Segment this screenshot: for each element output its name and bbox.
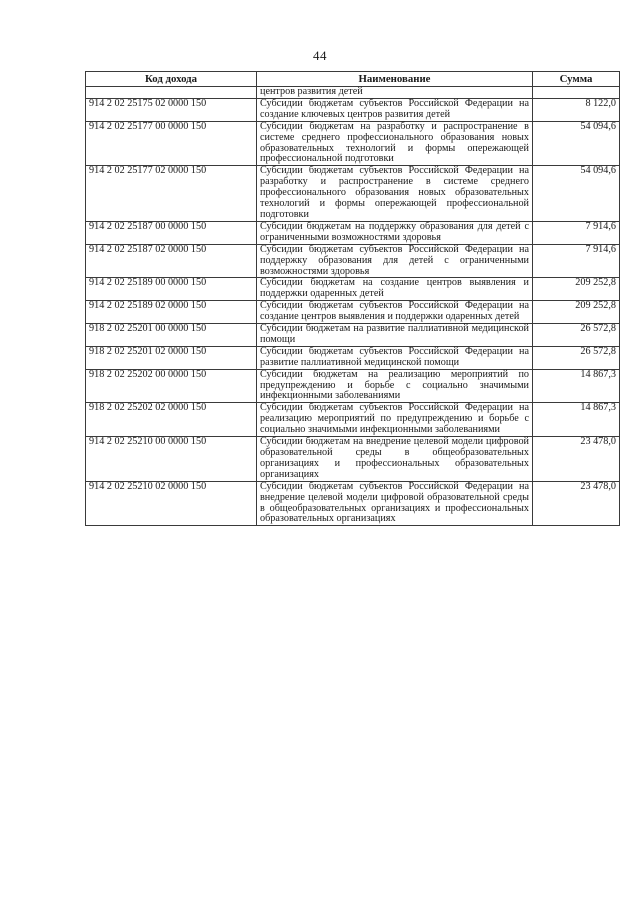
row-code: 914 2 02 25189 00 0000 150 [86,278,257,301]
row-name: Субсидии бюджетам на внедрение целевой модели цифровой образовательной среды в общеобразовательных организациях и профессиональных образовательных организациях [257,437,533,482]
row-sum: 26 572,8 [533,324,620,347]
row-name: Субсидии бюджетам на поддержку образования для детей с ограниченными возможностями здоровья [257,221,533,244]
row-code: 914 2 02 25187 02 0000 150 [86,244,257,278]
row-sum: 14 867,3 [533,369,620,403]
row-name: Субсидии бюджетам субъектов Российской Федерации на развитие паллиативной медицинской помощи [257,346,533,369]
row-code: 914 2 02 25177 00 0000 150 [86,121,257,166]
row-sum: 209 252,8 [533,301,620,324]
page-number: 44 [313,48,327,63]
row-sum: 209 252,8 [533,278,620,301]
row-name: Субсидии бюджетам на развитие паллиативной медицинской помощи [257,324,533,347]
row-sum: 7 914,6 [533,244,620,278]
row-name: центров развития детей [257,87,533,99]
row-sum: 23 478,0 [533,437,620,482]
row-code: 914 2 02 25177 02 0000 150 [86,166,257,222]
row-code: 914 2 02 25187 00 0000 150 [86,221,257,244]
revenue-table [85,71,620,526]
table-header-row [86,72,620,87]
row-name: Субсидии бюджетам субъектов Российской Федерации на реализацию мероприятий по предупреждению и борьбе с социально значимыми инфекционными заболеваниями [257,403,533,437]
row-name: Субсидии бюджетам субъектов Российской Федерации на поддержку образования для детей с ограниченными возможностями здоровья [257,244,533,278]
row-sum: 8 122,0 [533,98,620,121]
table-row [86,346,620,369]
row-sum: 23 478,0 [533,481,620,526]
row-sum: 54 094,6 [533,121,620,166]
table-row [86,221,620,244]
table-row [86,301,620,324]
table-row [86,166,620,222]
row-code: 914 2 02 25175 02 0000 150 [86,98,257,121]
row-name: Субсидии бюджетам субъектов Российской Федерации на создание ключевых центров развития детей [257,98,533,121]
row-sum: 14 867,3 [533,403,620,437]
row-sum [533,87,620,99]
row-code [86,87,257,99]
table-row [86,481,620,526]
header-sum: Сумма [533,72,620,87]
row-code: 918 2 02 25202 02 0000 150 [86,403,257,437]
table-row [86,324,620,347]
row-name: Субсидии бюджетам субъектов Российской Федерации на внедрение целевой модели цифровой образовательной среды в общеобразовательных организациях и профессиональных образовательных организациях [257,481,533,526]
table-row [86,98,620,121]
row-sum: 7 914,6 [533,221,620,244]
table-row [86,121,620,166]
row-code: 914 2 02 25210 00 0000 150 [86,437,257,482]
row-code: 914 2 02 25189 02 0000 150 [86,301,257,324]
table-row [86,403,620,437]
row-name: Субсидии бюджетам субъектов Российской Федерации на разработку и распространение в системе среднего профессионального образования новых образовательных технологий и формы опережающей профессиональной подготовки [257,166,533,222]
table-row [86,278,620,301]
table-row [86,244,620,278]
row-code: 918 2 02 25201 02 0000 150 [86,346,257,369]
row-sum: 26 572,8 [533,346,620,369]
row-sum: 54 094,6 [533,166,620,222]
row-name: Субсидии бюджетам на создание центров выявления и поддержки одаренных детей [257,278,533,301]
row-code: 914 2 02 25210 02 0000 150 [86,481,257,526]
header-code: Код дохода [86,72,257,87]
row-code: 918 2 02 25202 00 0000 150 [86,369,257,403]
table-row [86,369,620,403]
header-name: Наименование [257,72,533,87]
table-row [86,87,620,99]
row-name: Субсидии бюджетам субъектов Российской Федерации на создание центров выявления и поддержки одаренных детей [257,301,533,324]
row-name: Субсидии бюджетам на реализацию мероприятий по предупреждению и борьбе с социально значимыми инфекционными заболеваниями [257,369,533,403]
row-name: Субсидии бюджетам на разработку и распространение в системе среднего профессионального образования новых образовательных технологий и формы опережающей профессиональной подготовки [257,121,533,166]
row-code: 918 2 02 25201 00 0000 150 [86,324,257,347]
table-row [86,437,620,482]
